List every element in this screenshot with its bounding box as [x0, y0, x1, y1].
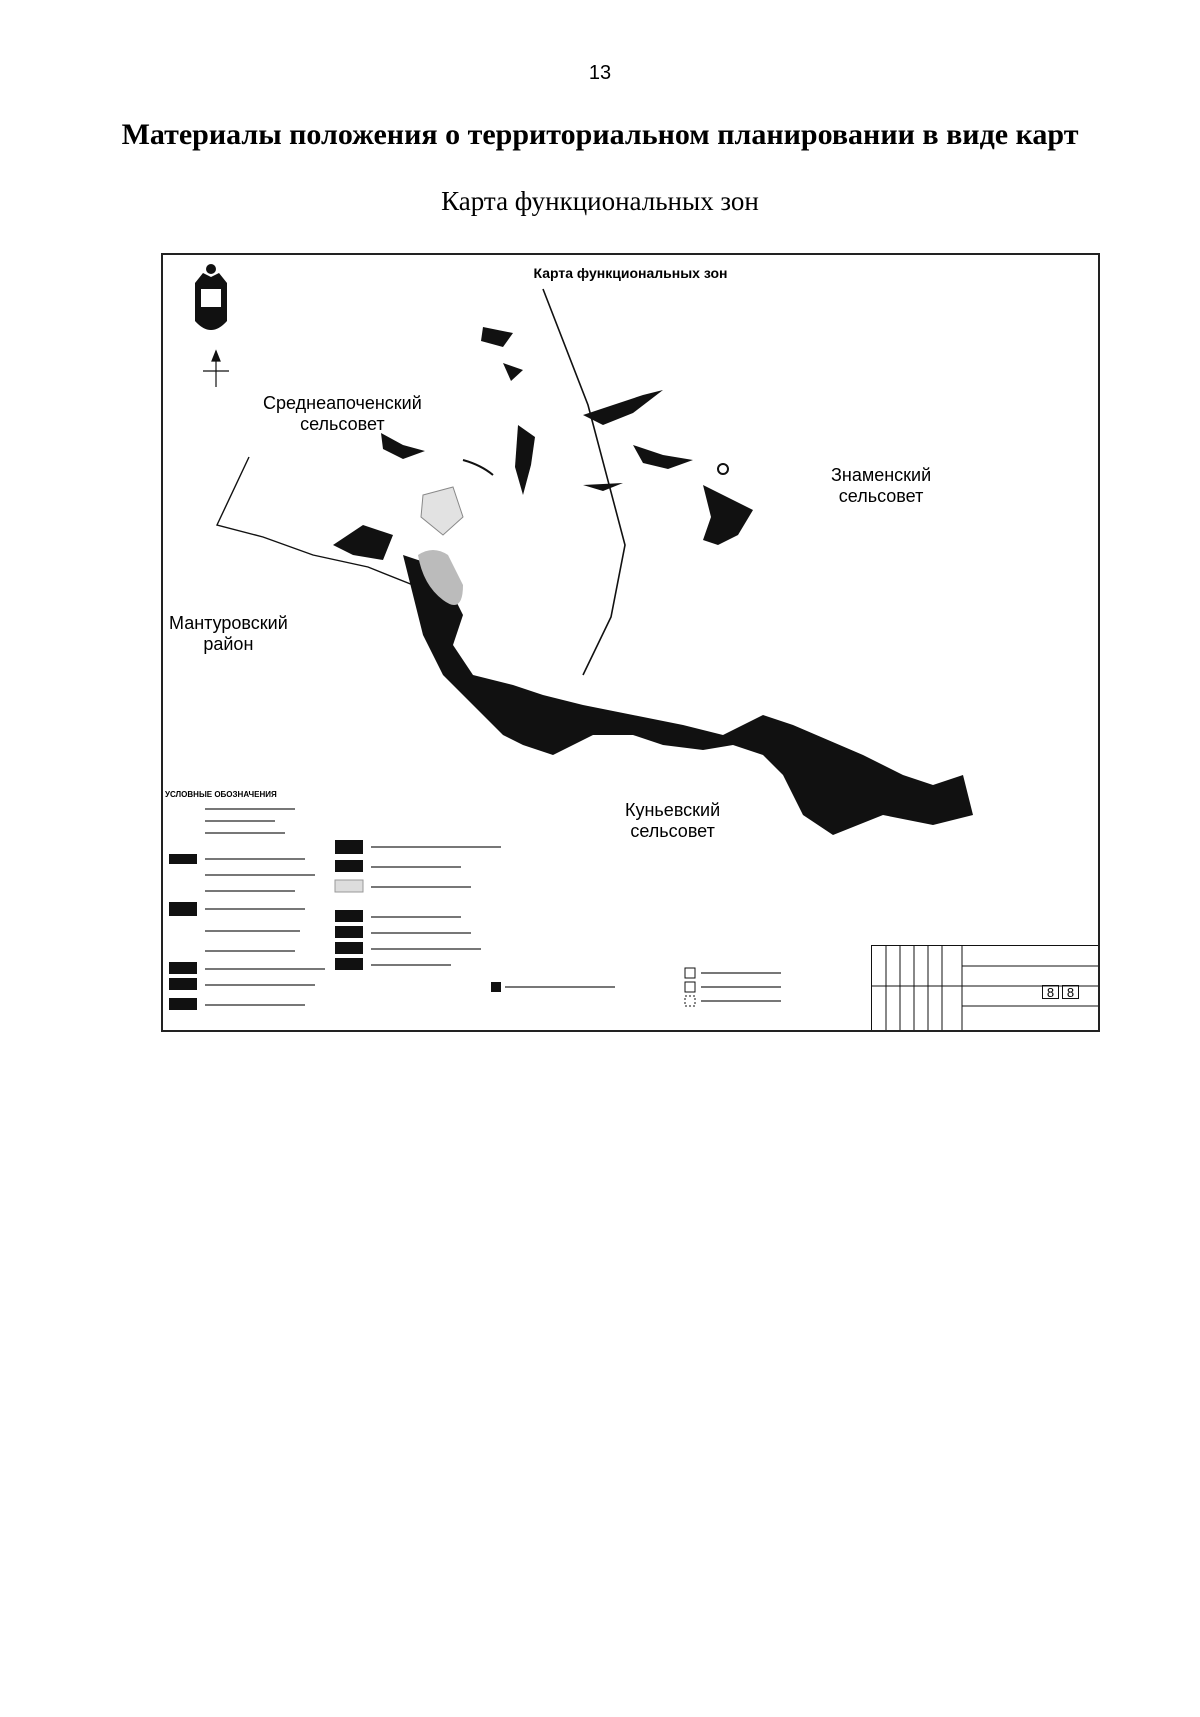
legend-swatches	[165, 790, 865, 1030]
page-heading: Материалы положения о территориальном планировании в виде карт	[121, 118, 1079, 151]
label-sredneapochensky: Среднеапоченский сельсовет	[263, 393, 422, 434]
small-forest-3	[381, 433, 425, 459]
label-kunyevsky: Куньевский сельсовет	[625, 800, 721, 841]
small-forest-4	[515, 425, 535, 495]
functional-zones-map	[161, 253, 1100, 1032]
lake-icon	[718, 464, 728, 474]
legend-title: УСЛОВНЫЕ ОБОЗНАЧЕНИЯ	[165, 790, 277, 799]
label-manturovsky: Мантуровский район	[169, 613, 288, 654]
label-znamensky: Знаменский сельсовет	[831, 465, 932, 506]
small-forest-2	[503, 363, 523, 381]
settlement-zone-3	[421, 487, 463, 535]
sheets-total: 8	[1062, 985, 1079, 999]
small-forest-1	[481, 327, 513, 347]
sheet-number: 8	[1042, 985, 1059, 999]
map-legend	[165, 790, 865, 1030]
small-forest-7	[583, 483, 623, 491]
page-number: 13	[588, 62, 612, 84]
district-boundary	[543, 289, 625, 675]
page-subheading: Карта функциональных зон	[441, 186, 759, 216]
small-forest-8	[703, 485, 753, 545]
small-forest-5	[583, 390, 663, 425]
settlement-zone-2	[333, 525, 393, 560]
north-arrow-icon	[203, 351, 229, 387]
map-title: Карта функциональных зон	[533, 265, 728, 281]
title-block	[871, 945, 1099, 1031]
small-forest-9	[463, 460, 493, 475]
small-forest-6	[633, 445, 693, 469]
